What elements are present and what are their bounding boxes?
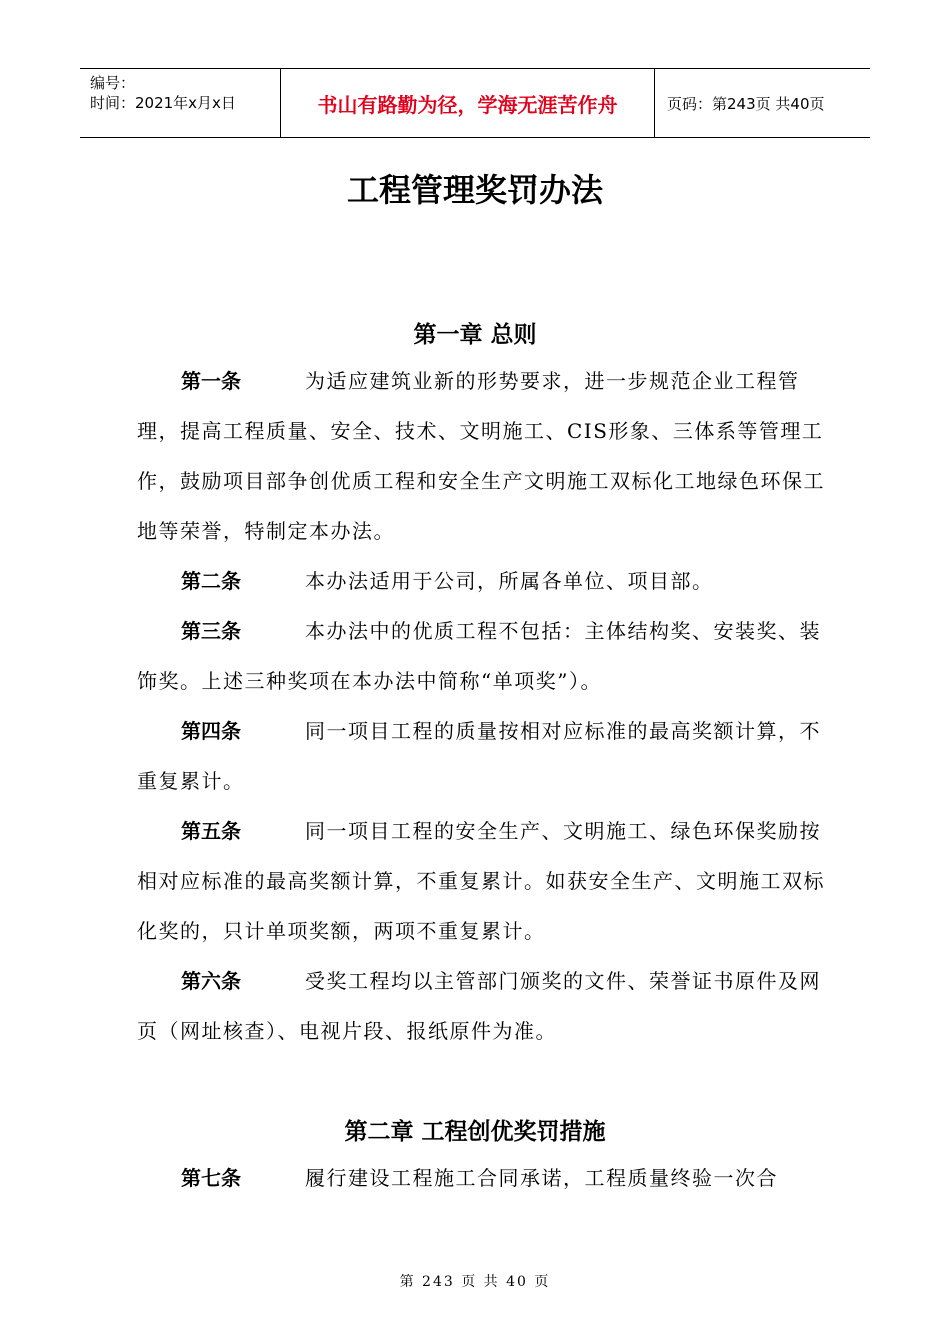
article-2 xyxy=(137,556,827,606)
header-table xyxy=(80,68,870,138)
document-number-label: 编号： xyxy=(90,74,136,92)
article-1 xyxy=(137,356,827,556)
article-text: 本办法适用于公司，所属各单位、项目部。 xyxy=(305,569,714,593)
document-time-label: 时间：2021年x月x日 xyxy=(90,94,236,112)
article-5 xyxy=(137,806,827,956)
article-text: 本办法中的优质工程不包括：主体结构奖、安装奖、装饰奖。上述三种奖项在本办法中简称“单项奖”）。 xyxy=(137,619,821,693)
chapter-heading-1: 第一章 总则 xyxy=(413,322,537,348)
article-4 xyxy=(137,706,827,806)
article-7 xyxy=(137,1153,827,1203)
header-meta-cell xyxy=(80,69,281,137)
article-text: 为适应建筑业新的形势要求，进一步规范企业工程管理，提高工程质量、安全、技术、文明施工、CIS形象、三体系等管理工作，鼓励项目部争创优质工程和安全生产文明施工双标化工地绿色环保工地等荣誉，特制定本办法。 xyxy=(137,369,825,543)
article-label: 第一条 xyxy=(181,369,241,393)
article-label: 第七条 xyxy=(181,1166,241,1190)
page-footer: 第 243 页 共 40 页 xyxy=(399,1274,551,1290)
article-text: 受奖工程均以主管部门颁奖的文件、荣誉证书原件及网页（网址核查）、电视片段、报纸原件为准。 xyxy=(137,969,821,1043)
article-label: 第三条 xyxy=(181,619,241,643)
article-3 xyxy=(137,606,827,706)
article-label: 第四条 xyxy=(181,719,241,743)
article-text: 同一项目工程的质量按相对应标准的最高奖额计算，不重复累计。 xyxy=(137,719,821,793)
document-title: 工程管理奖罚办法 xyxy=(346,171,603,209)
header-motto: 书山有路勤为径，学海无涯苦作舟 xyxy=(281,69,655,137)
article-6 xyxy=(137,956,827,1056)
header-page-info: 页码：第243页 共40页 xyxy=(667,94,825,113)
article-label: 第六条 xyxy=(181,969,241,993)
article-label: 第二条 xyxy=(181,569,241,593)
article-label: 第五条 xyxy=(181,819,241,843)
article-text: 履行建设工程施工合同承诺，工程质量终验一次合 xyxy=(305,1166,778,1190)
chapter-heading-2: 第二章 工程创优奖罚措施 xyxy=(344,1119,606,1145)
article-text: 同一项目工程的安全生产、文明施工、绿色环保奖励按相对应标准的最高奖额计算，不重复累计。如获安全生产、文明施工双标化奖的，只计单项奖额，两项不重复累计。 xyxy=(137,819,825,943)
